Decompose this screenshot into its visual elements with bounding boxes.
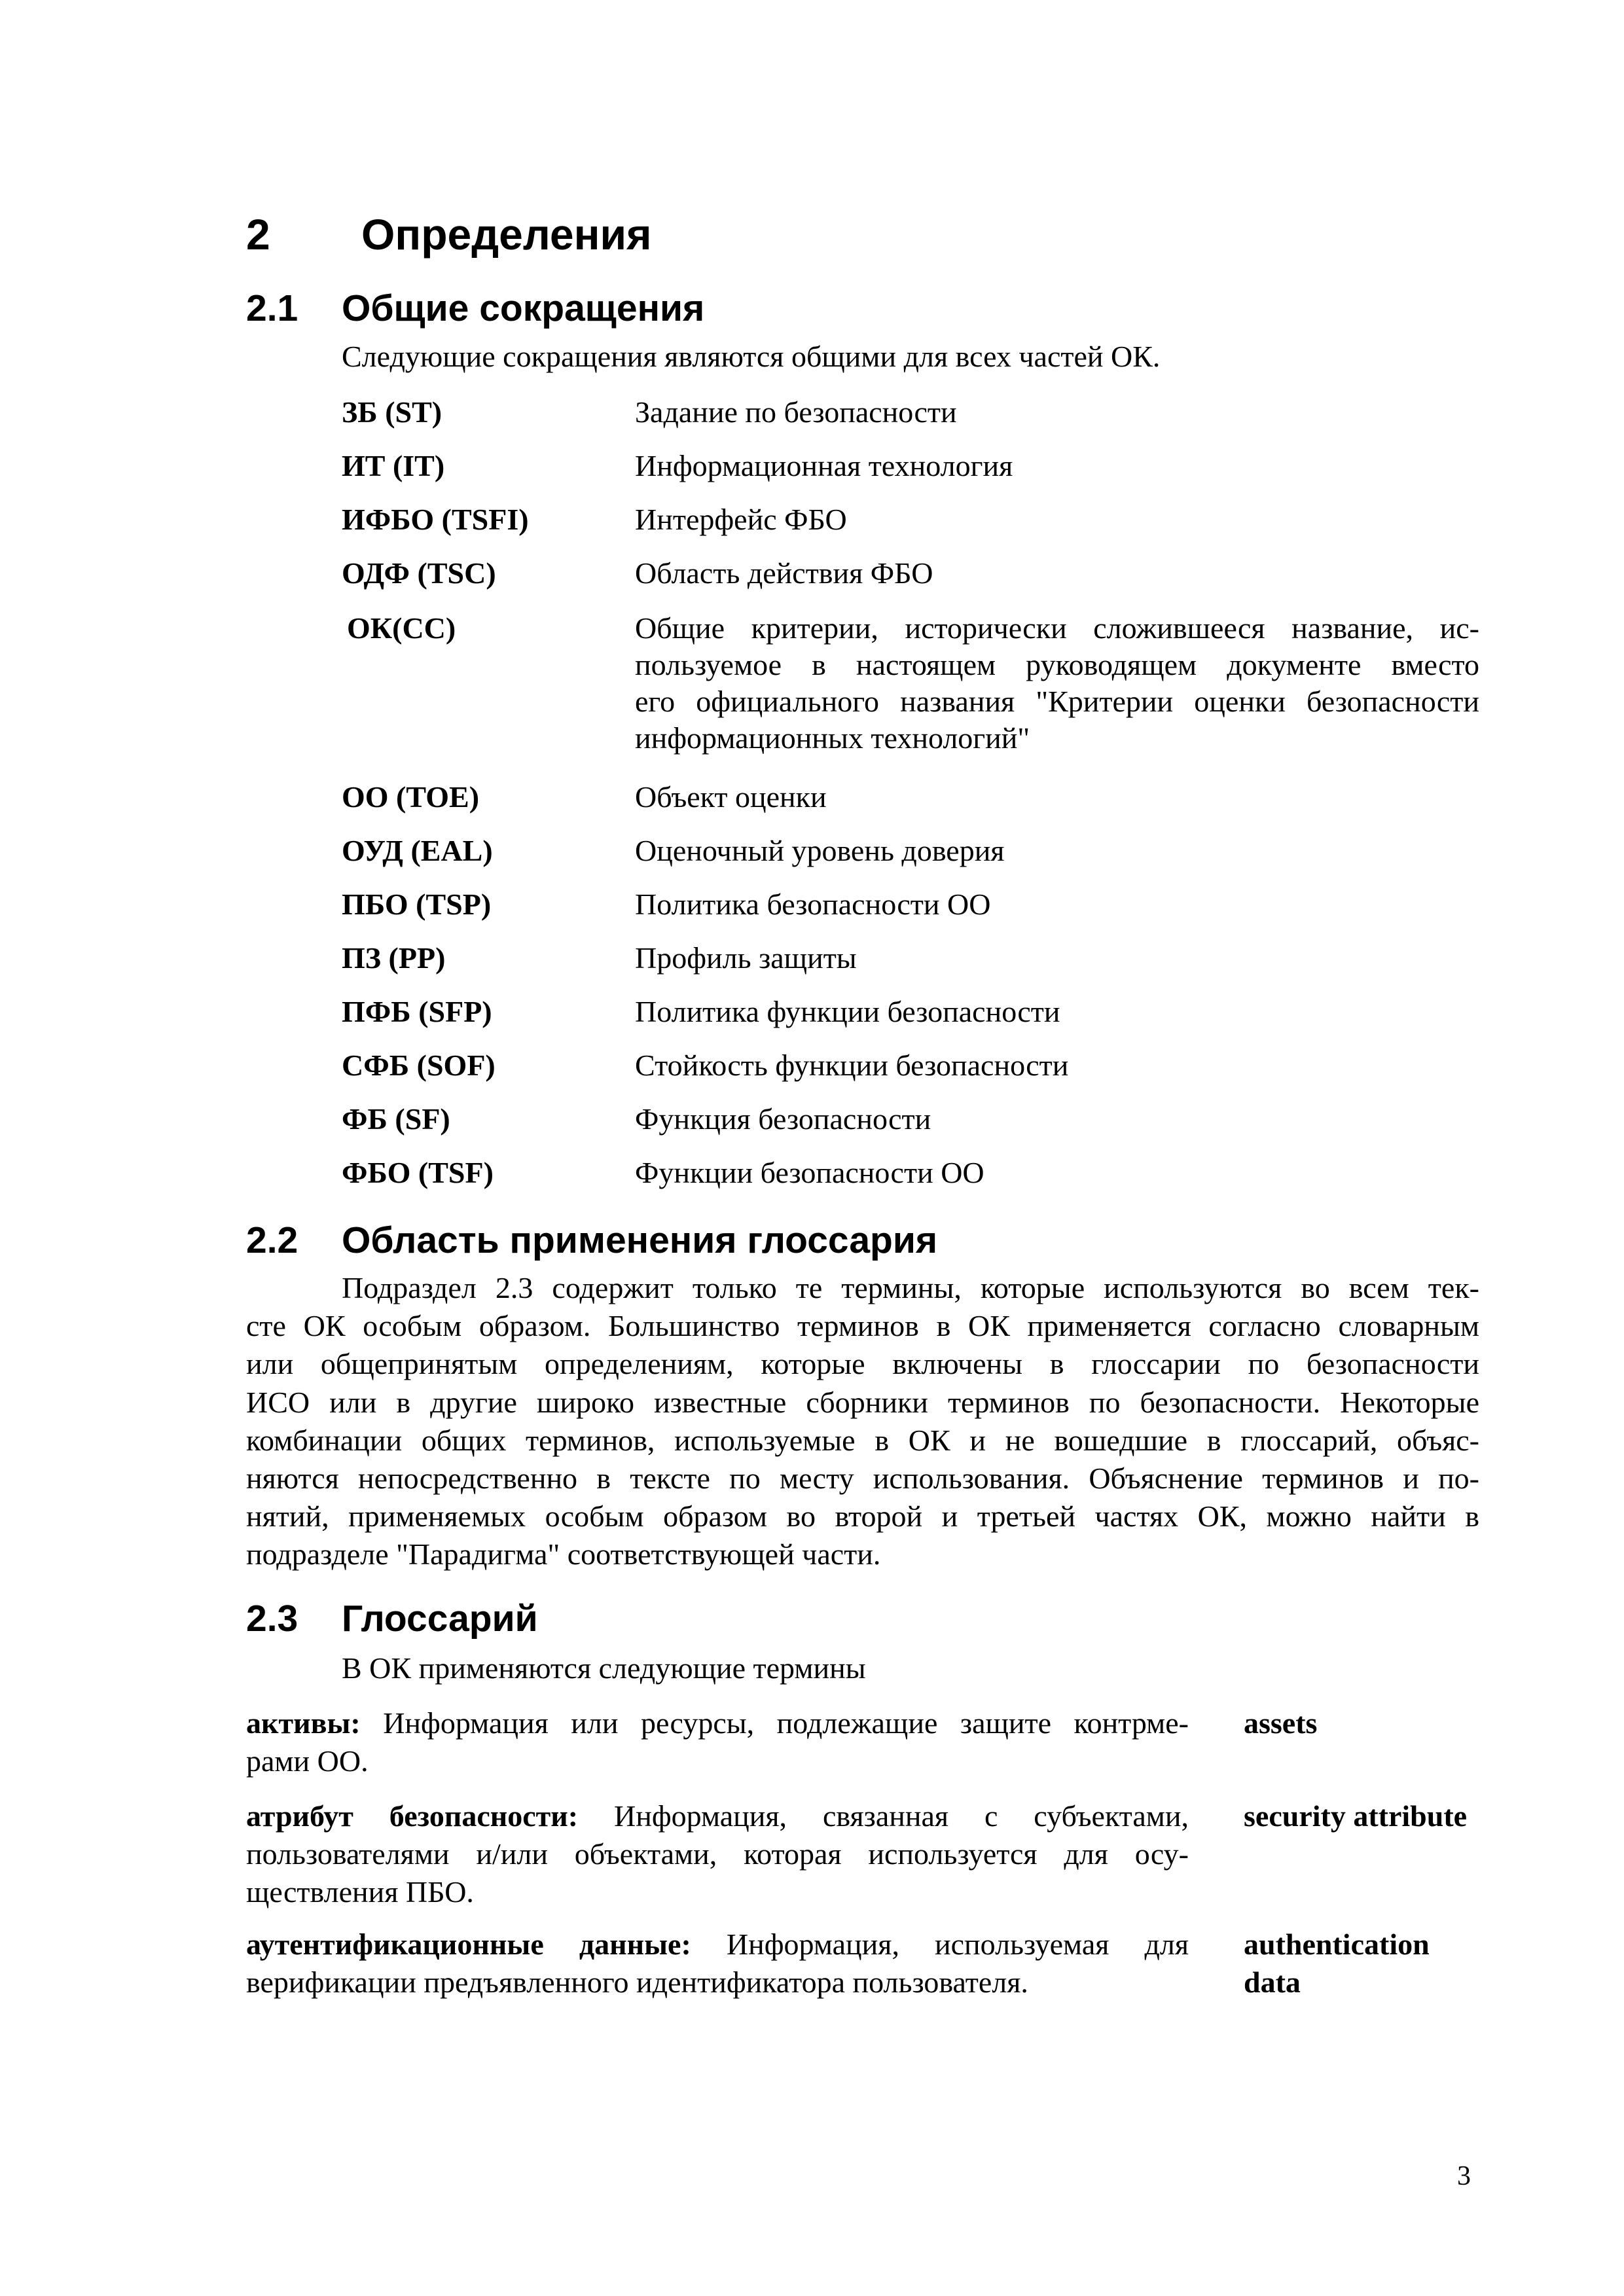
abbreviation-definition: Информационная технология <box>635 449 1013 482</box>
abbreviation-definition: Объект оценки <box>635 780 827 814</box>
abbreviation-definition: Общие критерии, исторически сложившееся название, ис- пользуемое в настоящем руководящем документе вместо его официального названия "Критерии оценки безопасности информационных технологий" <box>635 611 1479 755</box>
abbreviation-term: ФБО (TSF) <box>342 1156 494 1189</box>
glossary-scope-paragraph: Подраздел 2.3 содержит только те термины, которые используются во всем тек- сте ОК особым образом. Большинство терминов в ОК применяется согласно словарным или общепринятым определениям, которые включены в глоссарии по безопасности ИСО или в другие широко известные сборники терминов по безопасности. Некоторые комбинации общих терминов, используемые в ОК и не вошедшие в глоссарий, объяс- няются непосредственно в тексте по месту использования. Объяснение терминов и по- нятий, применяемых особым образом во второй и третьей частях ОК, можно найти в подразделе "Парадигма" соответствующей части. <box>246 1271 1479 1571</box>
abbreviation-term: ПБО (TSP) <box>342 888 492 921</box>
abbreviation-definition: Область действия ФБО <box>635 556 933 590</box>
abbreviation-definition: Политика безопасности ОО <box>635 888 991 921</box>
glossary-english-term: assets <box>1244 1706 1318 1740</box>
abbreviation-term: ОДФ (TSC) <box>342 556 496 590</box>
glossary-definition: пользователями и/или объектами, которая используется для осу- <box>246 1837 1189 1871</box>
glossary-definition: верификации предъявленного идентификатора пользователя. <box>246 1965 1028 1999</box>
abbreviation-definition: Функция безопасности <box>635 1102 931 1136</box>
abbreviation-term: ПЗ (PP) <box>342 941 446 975</box>
glossary-english-term: authentication data <box>1244 1928 1430 1999</box>
glossary-term: атрибут безопасности: <box>246 1799 579 1833</box>
glossary-entry <box>246 1797 1189 1911</box>
page-number: 3 <box>1457 2161 1471 2191</box>
abbreviation-term: ОУД (EAL) <box>342 834 493 867</box>
subsection-number: 2.1 <box>246 287 298 329</box>
section-title: Определения <box>361 210 652 259</box>
abbreviation-term: СФБ (SOF) <box>342 1049 496 1082</box>
subsection-title: Область применения глоссария <box>342 1219 938 1261</box>
abbreviation-term: ОК(CC) <box>347 611 456 645</box>
glossary-definition: Информация или ресурсы, подлежащие защите контрме- <box>360 1706 1189 1740</box>
abbreviation-term: ФБ (SF) <box>342 1102 450 1136</box>
subsection-heading-2-2 <box>246 1217 937 1263</box>
subsection-title: Общие сокращения <box>342 287 705 329</box>
abbreviations-intro: Следующие сокращения являются общими для всех частей ОК. <box>342 340 1161 373</box>
subsection-number: 2.2 <box>246 1219 298 1261</box>
glossary-entry <box>246 1926 1189 2001</box>
glossary-definition: Информация, используемая для <box>691 1928 1189 1961</box>
glossary-english-term: security attribute <box>1244 1799 1468 1833</box>
glossary-term: активы: <box>246 1706 361 1740</box>
abbreviation-term: ЗБ (ST) <box>342 395 442 429</box>
abbreviation-term: ПФБ (SFP) <box>342 995 492 1028</box>
abbreviation-term: ОО (TOE) <box>342 780 480 814</box>
glossary-definition: Информация, связанная с субъектами, <box>578 1799 1189 1833</box>
section-heading <box>246 208 652 260</box>
subsection-number: 2.3 <box>246 1598 298 1640</box>
glossary-entry <box>246 1704 1189 1780</box>
subsection-heading-2-1 <box>246 285 704 331</box>
subsection-title: Глоссарий <box>342 1598 538 1640</box>
glossary-intro: В ОК применяются следующие термины <box>342 1651 866 1685</box>
abbreviation-term: ИТ (IT) <box>342 449 445 482</box>
abbreviation-definition: Политика функции безопасности <box>635 995 1060 1028</box>
abbreviation-definition: Оценочный уровень доверия <box>635 834 1005 867</box>
glossary-definition: ществления ПБО. <box>246 1875 474 1909</box>
abbreviation-definition: Стойкость функции безопасности <box>635 1049 1069 1082</box>
section-number: 2 <box>246 210 270 259</box>
glossary-term: аутентификационные данные: <box>246 1928 691 1961</box>
subsection-heading-2-3 <box>246 1596 538 1641</box>
abbreviation-definition: Задание по безопасности <box>635 395 957 429</box>
abbreviation-definition: Профиль защиты <box>635 941 857 975</box>
abbreviation-term: ИФБО (TSFI) <box>342 503 529 536</box>
glossary-definition: рами ОО. <box>246 1744 369 1778</box>
abbreviation-definition: Интерфейс ФБО <box>635 503 847 536</box>
abbreviation-definition: Функции безопасности ОО <box>635 1156 984 1189</box>
